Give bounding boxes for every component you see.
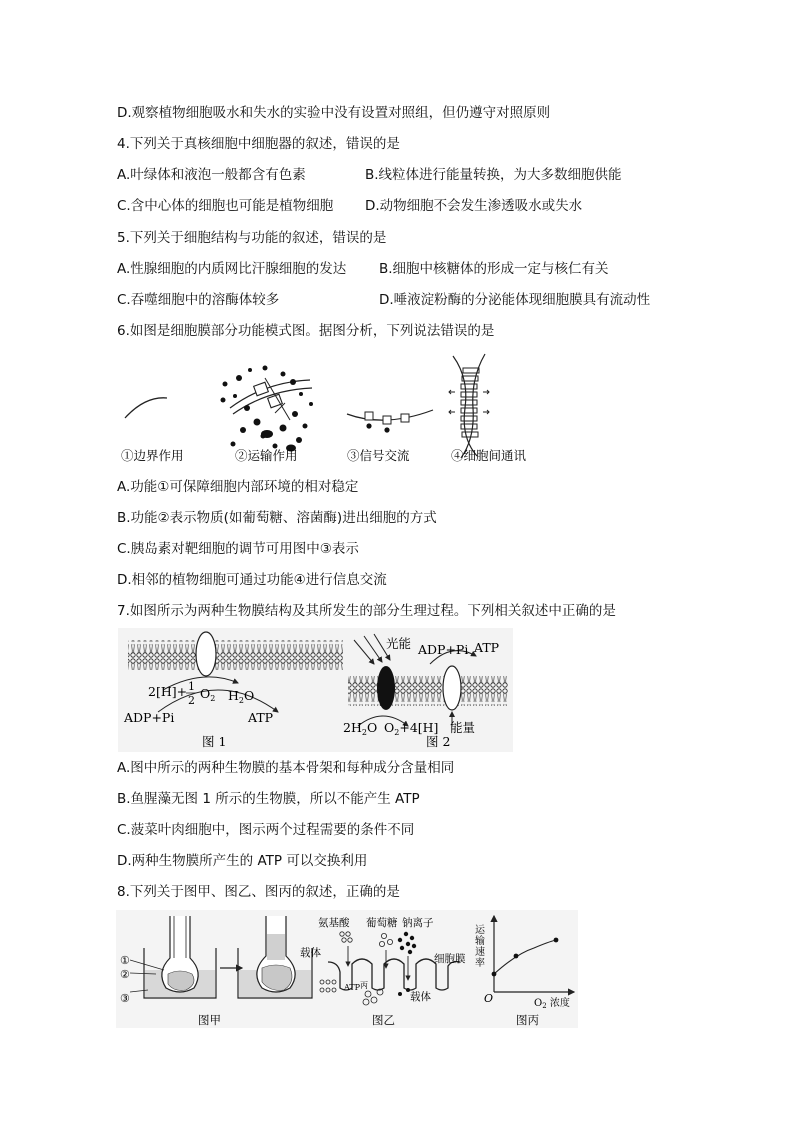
jia-label-2: ② <box>120 968 130 981</box>
q4-option-a: A.叶绿体和液泡一般都含有色素 <box>117 167 306 183</box>
bing-curve <box>494 940 556 974</box>
q5-stem: 5.下列关于细胞结构与功能的叙述，错误的是 <box>117 230 387 246</box>
bing-point-2 <box>514 954 519 959</box>
q7-figure <box>118 628 513 752</box>
fig2-light: 光能 <box>386 636 412 651</box>
jia-caption: 图甲 <box>198 1013 221 1027</box>
fig2-photosystem <box>377 666 395 710</box>
bing-point-1 <box>492 972 497 977</box>
svg-text:H2O: $H_2O$ <box>228 688 255 705</box>
yi-sodium: 钠离子 <box>402 917 434 929</box>
svg-text:O2 浓度: $O_2$ 浓度 <box>534 998 570 1010</box>
fig6-label-3: ③信号交流 <box>347 448 410 463</box>
svg-text:运输速率: 运输速率 <box>472 924 484 968</box>
q7-option-b: B.鱼腥藻无图 1 所示的生物膜，所以不能产生 ATP <box>117 791 420 807</box>
fig1-eq-left: 2[H]+ <box>148 684 188 699</box>
q7-option-c: C.菠菜叶肉细胞中，图示两个过程需要的条件不同 <box>117 822 415 838</box>
q4-option-c: C.含中心体的细胞也可能是植物细胞 <box>117 198 334 214</box>
fig1-frac-den: 2 <box>188 694 195 707</box>
q6-figure <box>115 348 535 470</box>
svg-text:O2: $O_2$ <box>200 686 216 703</box>
fig1-membrane <box>128 640 343 670</box>
q8-figure <box>116 910 578 1028</box>
boundary-arc <box>125 398 167 418</box>
fig2-caption: 图 2 <box>426 734 451 749</box>
q7-stem: 7.如图所示为两种生物膜结构及其所发生的部分生理过程。下列相关叙述中正确的是 <box>117 603 616 619</box>
q6-option-a: A.功能①可保障细胞内部环境的相对稳定 <box>117 479 359 495</box>
fig2-atp: ATP <box>474 640 500 655</box>
yi-membrane-label: 细胞膜 <box>434 953 466 965</box>
yi-atp: ATP <box>344 983 361 992</box>
q7-option-a: A.图中所示的两种生物膜的基本骨架和每种成分含量相同 <box>117 760 455 776</box>
fig1-caption: 图 1 <box>202 734 227 749</box>
q6-option-b: B.功能②表示物质(如葡萄糖、溶菌酶)进出细胞的方式 <box>117 510 437 526</box>
q5-option-b: B.细胞中核糖体的形成一定与核仁有关 <box>379 261 609 277</box>
q6-stem: 6.如图是细胞膜部分功能模式图。据图分析，下列说法错误的是 <box>117 323 495 339</box>
q7-option-d: D.两种生物膜所产生的 ATP 可以交换利用 <box>117 853 368 869</box>
bing-ylabel <box>473 924 485 968</box>
jia-label-3: ③ <box>120 992 130 1005</box>
q5-option-d: D.唾液淀粉酶的分泌能体现细胞膜具有流动性 <box>379 292 651 308</box>
yi-caption: 图乙 <box>372 1013 395 1027</box>
svg-text:2H2O: $2H_2O$ <box>343 720 378 737</box>
yi-carrier-left: 载体 <box>300 947 321 959</box>
fig1-protein <box>196 632 216 676</box>
q3-option-d: D.观察植物细胞吸水和失水的实验中没有设置对照组，但仍遵守对照原则 <box>117 105 551 121</box>
fig2-energy: 能量 <box>450 720 476 735</box>
q4-option-b: B.线粒体进行能量转换，为大多数细胞供能 <box>365 167 622 183</box>
bing-caption: 图丙 <box>516 1013 539 1027</box>
q5-option-c: C.吞噬细胞中的溶酶体较多 <box>117 292 280 308</box>
yi-bing: 丙 <box>360 981 368 990</box>
q5-option-a: A.性腺细胞的内质网比汗腺细胞的发达 <box>117 261 347 277</box>
fig1-frac-num: 1 <box>188 680 195 693</box>
fig2-atp-synthase <box>443 666 461 710</box>
svg-text:O2+4[H]: $O_2+4[H]$ <box>384 720 439 737</box>
yi-carrier-right: 载体 <box>410 991 431 1003</box>
fig6-label-2: ②运输作用 <box>235 448 298 463</box>
jia-label-1: ① <box>120 954 130 967</box>
fig6-label-4: ④细胞间通讯 <box>451 448 527 463</box>
fig2-adp: ADP+Pi <box>418 642 469 657</box>
bing-origin: O <box>484 992 494 1005</box>
fig1-atp: ATP <box>248 710 274 725</box>
fig1-adp: ADP+Pi <box>124 710 175 725</box>
yi-amino: 氨基酸 <box>318 917 350 929</box>
fig2-membrane <box>348 676 508 706</box>
q8-stem: 8.下列关于图甲、图乙、图丙的叙述，正确的是 <box>117 884 400 900</box>
q6-option-d: D.相邻的植物细胞可通过功能④进行信息交流 <box>117 572 387 588</box>
yi-glucose: 葡萄糖 <box>366 917 398 929</box>
fig6-label-1: ①边界作用 <box>121 448 184 463</box>
bing-point-3 <box>554 938 559 943</box>
q6-option-c: C.胰岛素对靶细胞的调节可用图中③表示 <box>117 541 359 557</box>
q4-option-d: D.动物细胞不会发生渗透吸水或失水 <box>365 198 583 214</box>
q4-stem: 4.下列关于真核细胞中细胞器的叙述，错误的是 <box>117 136 400 152</box>
